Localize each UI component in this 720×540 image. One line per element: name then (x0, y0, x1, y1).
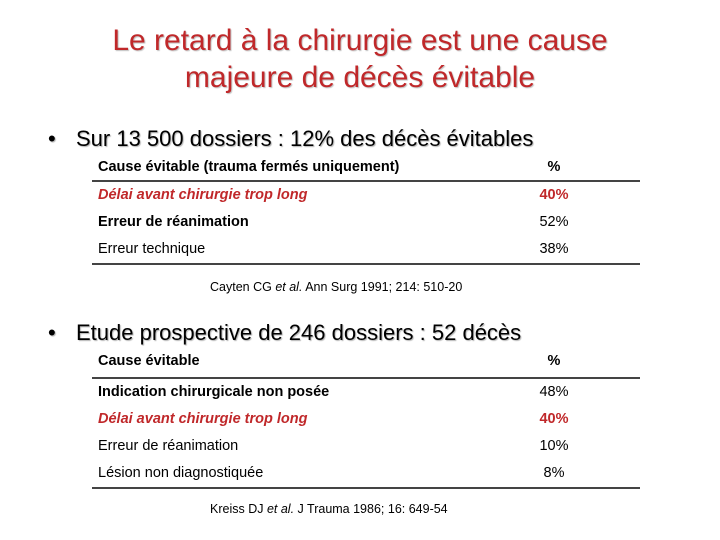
table-header-row (92, 156, 640, 182)
section1-heading-text: Sur 13 500 dossiers : 12% des décès évitables (76, 126, 534, 151)
cause-cell: Lésion non diagnostiquée (98, 465, 264, 481)
percent-cell: 10% (539, 438, 569, 454)
cause-cell: Erreur de réanimation (98, 214, 249, 230)
table-row (92, 406, 640, 433)
bullet-icon: • (48, 320, 56, 345)
section2-table (92, 350, 640, 489)
reference-authors: Cayten CG (210, 280, 276, 294)
percent-cell: 48% (539, 384, 569, 400)
title-line-1: Le retard à la chirurgie est une cause (112, 24, 608, 57)
cause-cell: Délai avant chirurgie trop long (98, 411, 308, 427)
bullet-icon: • (48, 126, 56, 151)
title-line-2: majeure de décès évitable (184, 61, 536, 94)
section1-reference (210, 280, 462, 294)
cause-cell: Indication chirurgicale non posée (98, 384, 330, 400)
header-percent: % (547, 159, 561, 175)
percent-cell: 40% (539, 411, 569, 427)
header-cause: Cause évitable (trauma fermés uniquement) (98, 159, 400, 175)
table-row (92, 433, 640, 460)
reference-etal: et al. (266, 502, 295, 516)
reference-journal: J Trauma 1986; 16: 649-54 (294, 502, 448, 516)
reference-journal: Ann Surg 1991; 214: 510-20 (302, 280, 463, 294)
percent-cell: 8% (543, 465, 565, 481)
percent-cell: 40% (539, 187, 569, 203)
percent-cell: 38% (539, 241, 569, 257)
reference-authors: Kreiss DJ (210, 502, 267, 516)
table-row (92, 209, 640, 236)
section1-heading (48, 126, 533, 152)
header-percent: % (547, 353, 561, 369)
header-cause: Cause évitable (98, 353, 200, 369)
table-row (92, 182, 640, 209)
reference-etal: et al. (275, 280, 303, 294)
percent-cell: 52% (539, 214, 569, 230)
table-row (92, 236, 640, 265)
section2-reference (210, 502, 448, 516)
section2-heading-text: Etude prospective de 246 dossiers : 52 décès (76, 320, 522, 345)
cause-cell: Erreur technique (98, 241, 206, 257)
section2-heading (48, 320, 521, 346)
section1-table (92, 156, 640, 265)
slide-title (0, 22, 720, 96)
table-row (92, 460, 640, 489)
cause-cell: Délai avant chirurgie trop long (98, 187, 308, 203)
cause-cell: Erreur de réanimation (98, 438, 239, 454)
table-row (92, 379, 640, 406)
table-header-row (92, 350, 640, 379)
